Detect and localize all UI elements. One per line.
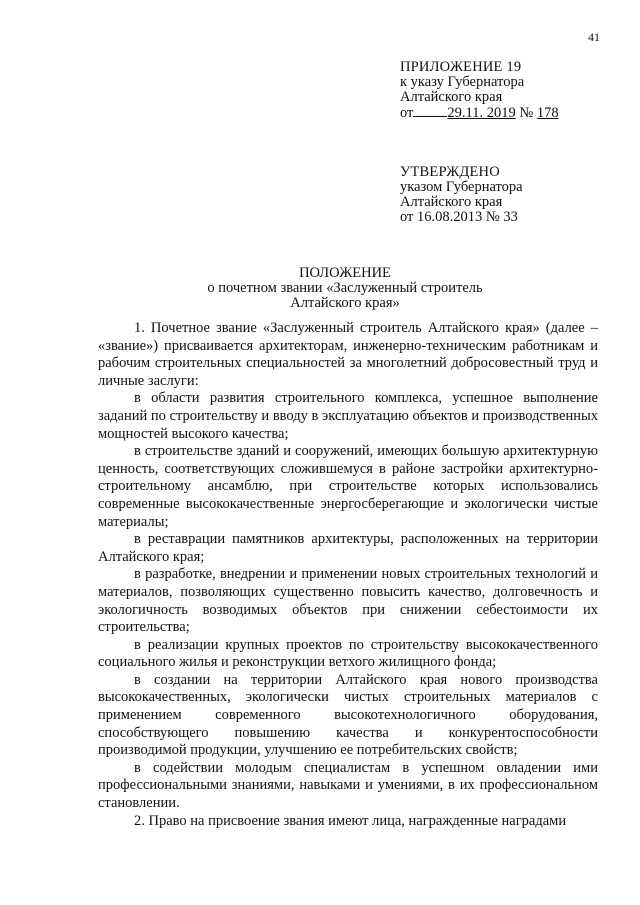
date-blank — [413, 105, 447, 117]
paragraph-4: в реставрации памятников архитектуры, расположенных на территории Алтайского края; — [98, 531, 598, 565]
appendix-date: 29.11. 2019 — [447, 105, 516, 121]
paragraph-6: в реализации крупных проектов по строительству высококачественного социального жилья и реконструкции ветхого жилищного фонда; — [98, 636, 598, 671]
appendix-line-2: Алтайского края — [400, 89, 503, 105]
paragraph-5: в разработке, внедрении и применении новых строительных технологий и материалов, позволяющих существенно повысить качество, долговечность и экологичность возводимых объектов при снижении себестоимости их строительства; — [98, 566, 598, 636]
appendix-number: 178 — [536, 105, 559, 121]
approval-line-1: указом Губернатора — [400, 179, 523, 195]
heading-line-1: о почетном звании «Заслуженный строитель — [207, 280, 483, 296]
paragraph-8: в содействии молодым специалистам в успешном овладении ими профессиональными знаниями, навыками и умениями, в их профессиональном становлении. — [98, 759, 598, 812]
appendix-line-1: к указу Губернатора — [400, 74, 525, 90]
approval-line-3: от 16.08.2013 № 33 — [400, 209, 518, 225]
date-prefix: от — [400, 105, 414, 121]
page-number: 41 — [588, 30, 600, 44]
approval-block — [400, 165, 523, 225]
appendix-date-line — [400, 105, 559, 121]
paragraph-3: в строительстве зданий и сооружений, имеющих большую архитектурную ценность, соответствующих сложившемуся в районе застройки архитектурно-строительному ансамблю, при строительстве которых использовались современные высококачественные энергосберегающие и экологически чистые материалы; — [98, 443, 598, 530]
document-body — [98, 320, 598, 830]
approval-title: УТВЕРЖДЕНО — [400, 164, 500, 180]
heading-title: ПОЛОЖЕНИЕ — [299, 265, 391, 281]
document-heading — [150, 266, 540, 311]
appendix-title: ПРИЛОЖЕНИЕ 19 — [400, 59, 522, 75]
paragraph-1: 1. Почетное звание «Заслуженный строитель Алтайского края» (далее – «звание») присваивается архитекторам, инженерно-техническим работникам и рабочим строительных специальностей за многолетний добросовестный труд и личные заслуги: — [98, 320, 598, 389]
paragraph-7: в создании на территории Алтайского края нового производства высококачественных, экологически чистых строительных материалов с применением современного высокотехнологичного оборудования, способствующего повышению качества и конкурентоспособности производимой продукции, улучшению ее потребительских свойств; — [98, 671, 598, 759]
heading-line-2: Алтайского края» — [290, 295, 400, 311]
paragraph-9: 2. Право на присвоение звания имеют лица, награжденные наградами — [134, 812, 567, 829]
approval-line-2: Алтайского края — [400, 194, 503, 210]
paragraph-2: в области развития строительного комплекса, успешное выполнение заданий по строительству и вводу в эксплуатацию объектов и производственных мощностей высокого качества; — [98, 390, 598, 442]
appendix-block — [400, 60, 559, 121]
number-prefix: № — [519, 105, 534, 121]
